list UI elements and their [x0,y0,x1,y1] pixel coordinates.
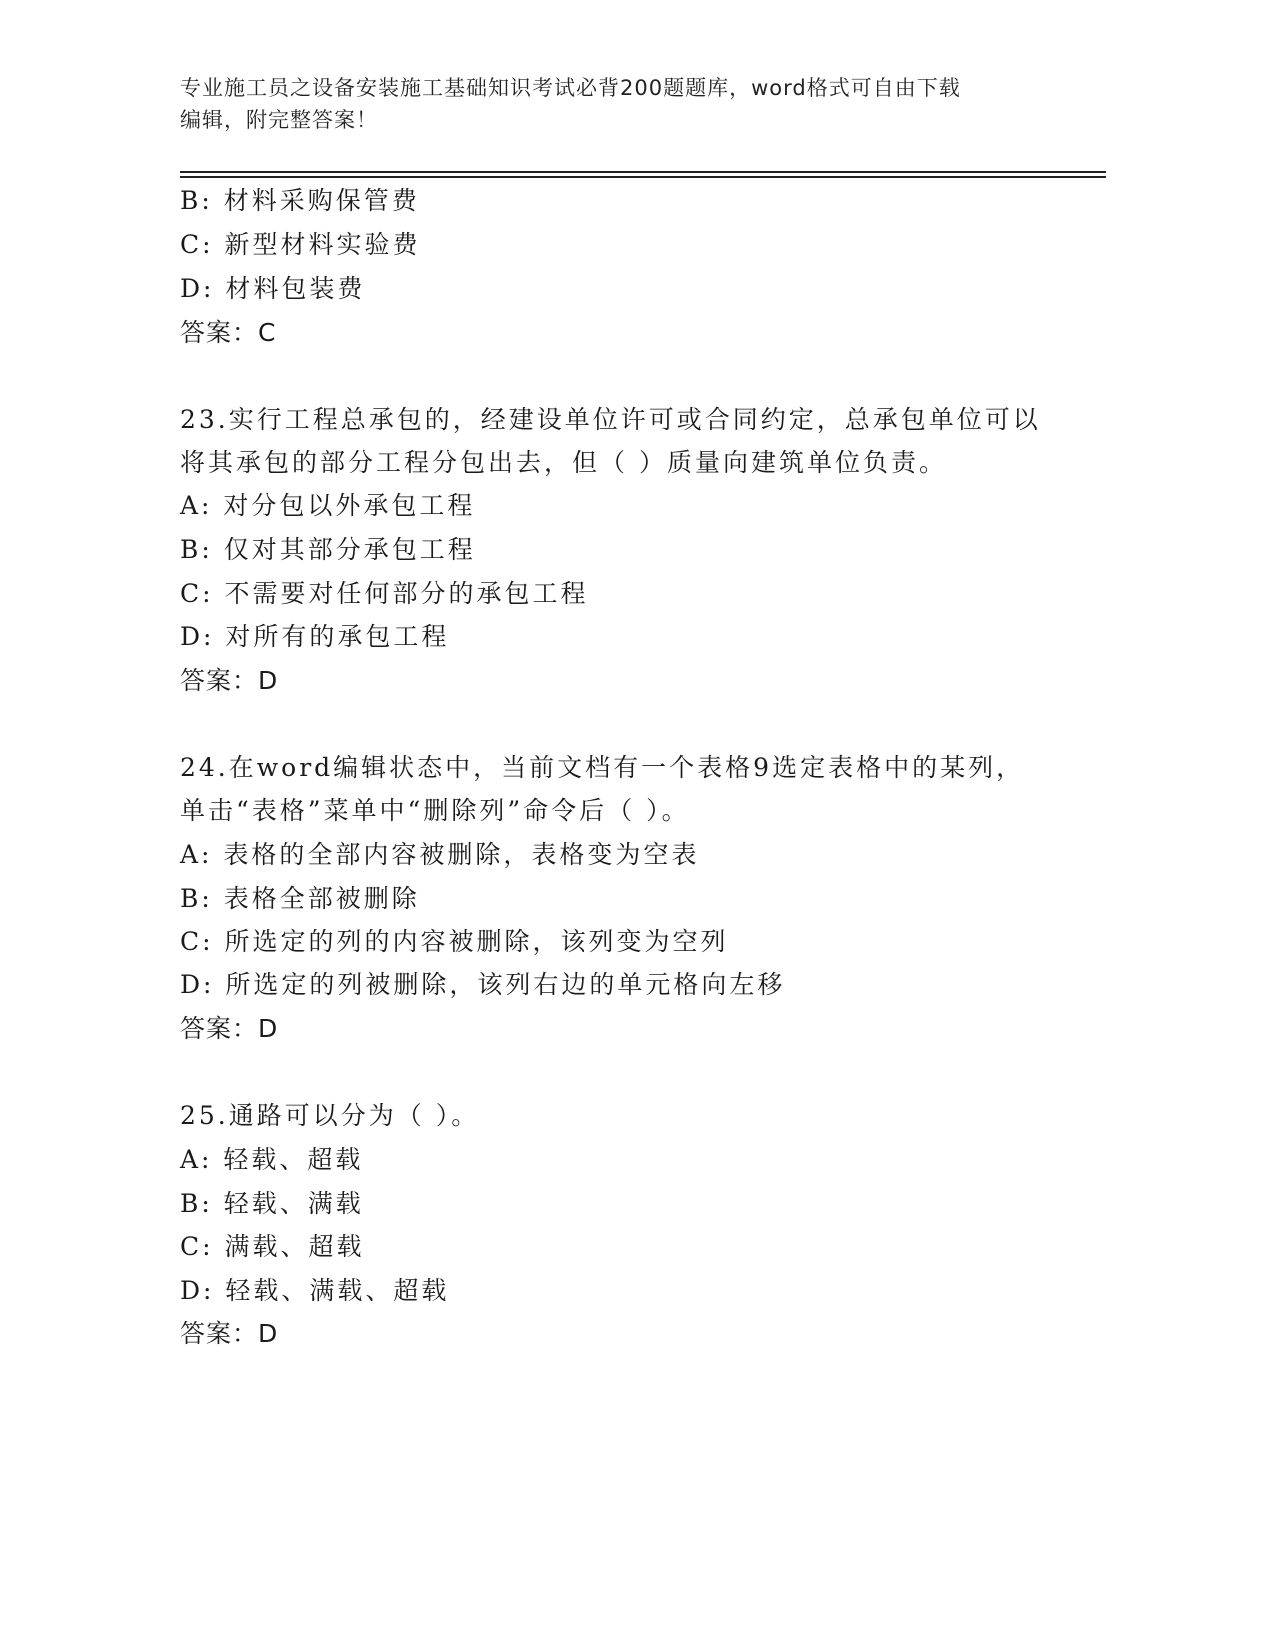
q24-stem-line-2: 单击“表格”菜单中“删除列”命令后（ ）。 [180,796,690,825]
q25-option-c: C: 满载、超载 [180,1232,365,1261]
q22-option-b: B: 材料采购保管费 [180,186,420,215]
q22-option-d: D: 材料包装费 [180,274,366,303]
q23-option-a: A: 对分包以外承包工程 [180,491,476,520]
q25-stem-line-1: 25.通路可以分为（ ）。 [180,1101,480,1130]
q24-option-a: A: 表格的全部内容被删除，表格变为空表 [180,840,700,869]
q23-answer: 答案：D [180,666,279,695]
q23-stem-line-2: 将其承包的部分工程分包出去，但（ ）质量向建筑单位负责。 [180,448,947,477]
header-rule-top [180,171,1106,173]
document-header [180,72,1060,136]
q23-option-b: B: 仅对其部分承包工程 [180,535,476,564]
q22-option-c: C: 新型材料实验费 [180,230,421,259]
header-line-1: 专业施工员之设备安装施工基础知识考试必背200题题库，word格式可自由下载 [180,76,961,100]
q24-option-d: D: 所选定的列被删除，该列右边的单元格向左移 [180,970,786,999]
q24-option-c: C: 所选定的列的内容被删除，该列变为空列 [180,927,729,956]
q23-stem-line-1: 23.实行工程总承包的，经建设单位许可或合同约定，总承包单位可以 [180,405,1041,434]
q23-option-c: C: 不需要对任何部分的承包工程 [180,579,589,608]
q25-option-d: D: 轻载、满载、超载 [180,1276,450,1305]
q24-answer: 答案：D [180,1014,279,1043]
q22-answer: 答案：C [180,318,277,347]
header-rule-bottom [180,176,1106,178]
q24-stem-line-1: 24.在word编辑状态中，当前文档有一个表格9选定表格中的某列， [180,753,1025,782]
q25-answer: 答案：D [180,1319,279,1348]
q23-option-d: D: 对所有的承包工程 [180,622,450,651]
q25-option-b: B: 轻载、满载 [180,1189,364,1218]
header-line-2: 编辑，附完整答案！ [180,108,378,132]
q25-option-a: A: 轻载、超载 [180,1145,364,1174]
q24-option-b: B: 表格全部被删除 [180,884,420,913]
